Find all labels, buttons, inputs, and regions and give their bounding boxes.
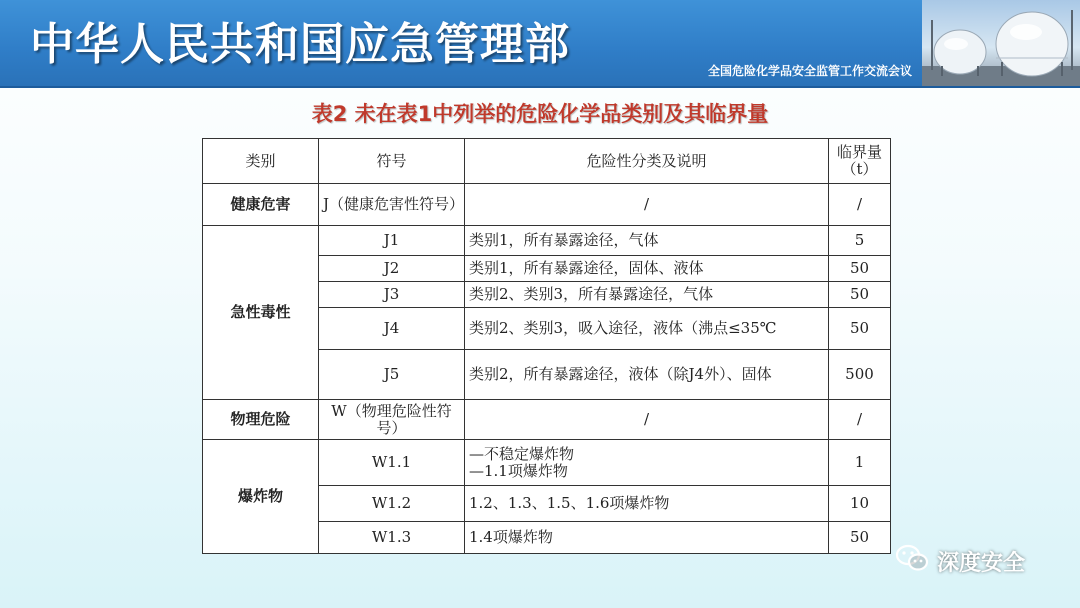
threshold-cell: 10 [829, 486, 891, 522]
description-cell: 1.2、1.3、1.5、1.6项爆炸物 [465, 486, 829, 522]
threshold-cell: 50 [829, 256, 891, 282]
threshold-cell: / [829, 400, 891, 440]
wechat-icon [895, 543, 929, 579]
table-row [203, 184, 891, 226]
table-row [203, 440, 891, 486]
threshold-cell: 5 [829, 226, 891, 256]
threshold-cell: / [829, 184, 891, 226]
storage-tanks-photo [922, 0, 1080, 88]
description-cell: / [465, 400, 829, 440]
description-cell: 类别2，所有暴露途径，液体（除J4外）、固体 [465, 350, 829, 400]
conference-subtitle: 全国危险化学品安全监管工作交流会议 [707, 64, 912, 78]
category-cell: 物理危险 [203, 400, 319, 440]
watermark-text: 深度安全 [937, 550, 1026, 576]
threshold-cell: 50 [829, 308, 891, 350]
description-cell: 类别1，所有暴露途径，固体、液体 [465, 256, 829, 282]
table-row [203, 400, 891, 440]
description-cell: 1.4项爆炸物 [465, 522, 829, 554]
header-banner [0, 0, 922, 88]
category-cell: 急性毒性 [203, 226, 319, 400]
description-cell: 类别2、类别3，吸入途径，液体（沸点≤35℃ [465, 308, 829, 350]
description-cell: / [465, 184, 829, 226]
symbol-cell: J5 [319, 350, 465, 400]
table-row [203, 226, 891, 256]
symbol-cell: J1 [319, 226, 465, 256]
watermark [895, 544, 1025, 578]
header-threshold: 临界量（t） [829, 139, 891, 184]
symbol-cell: J4 [319, 308, 465, 350]
threshold-cell: 500 [829, 350, 891, 400]
symbol-cell: J3 [319, 282, 465, 308]
header-symbol: 符号 [319, 139, 465, 184]
hazard-table [202, 138, 891, 554]
description-cell: 类别2、类别3，所有暴露途径，气体 [465, 282, 829, 308]
symbol-cell: W（物理危险性符号） [319, 400, 465, 440]
symbol-cell: J（健康危害性符号） [319, 184, 465, 226]
threshold-cell: 50 [829, 522, 891, 554]
org-title: 中华人民共和国应急管理部 [30, 19, 570, 70]
header-description: 危险性分类及说明 [465, 139, 829, 184]
symbol-cell: W1.2 [319, 486, 465, 522]
threshold-cell: 50 [829, 282, 891, 308]
threshold-cell: 1 [829, 440, 891, 486]
symbol-cell: W1.3 [319, 522, 465, 554]
description-cell: —不稳定爆炸物 —1.1项爆炸物 [465, 440, 829, 486]
table-header-row [203, 139, 891, 184]
description-cell: 类别1，所有暴露途径，气体 [465, 226, 829, 256]
header-category: 类别 [203, 139, 319, 184]
category-cell: 爆炸物 [203, 440, 319, 554]
category-cell: 健康危害 [203, 184, 319, 226]
symbol-cell: J2 [319, 256, 465, 282]
table-title: 表2 未在表1中列举的危险化学品类别及其临界量 [311, 102, 769, 126]
symbol-cell: W1.1 [319, 440, 465, 486]
